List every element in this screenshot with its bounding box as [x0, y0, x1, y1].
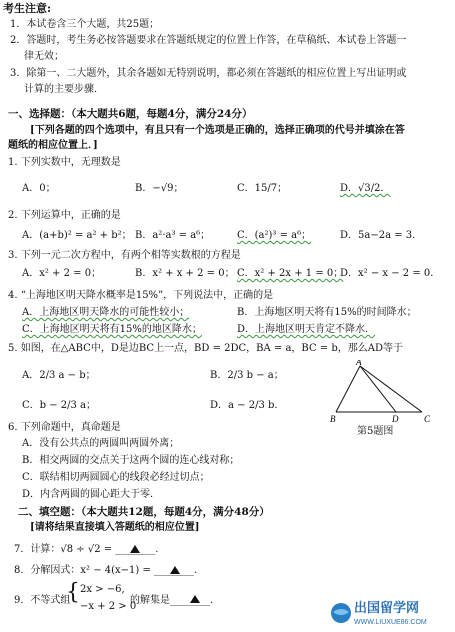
q2-stem: 2. 下列运算中，正确的是: [8, 210, 121, 221]
q5-triangle-figure: [330, 360, 450, 430]
watermark-text: 出国留学网: [354, 600, 420, 615]
notes-title: 考生注意:: [3, 2, 52, 15]
q3-option-a: A．x² + 2 = 0；: [22, 268, 102, 279]
note-item-3-cont: 计算的主要步骤．: [24, 84, 104, 95]
globe-icon: [330, 602, 352, 624]
answer-triangle-icon: [190, 595, 200, 603]
answer-triangle-icon: [170, 566, 180, 574]
q1-option-d: D．√3/2．: [340, 183, 391, 194]
q2-option-d: D．5a−2a = 3．: [340, 230, 423, 241]
q9-line2: −x + 2 > 0: [80, 601, 137, 612]
q9-line1: 2x > −6,: [80, 584, 125, 595]
q9-prefix: 9．不等式组: [14, 595, 71, 606]
q2-option-c: C．(a²)³ = a⁶；: [237, 230, 312, 241]
q6-option-a: A．没有公共点的两圆叫两圆外离；: [22, 438, 180, 449]
note-item-2-cont: 律无效；: [24, 51, 64, 62]
q6-option-c: C．联结相切两圆圆心的线段必经过切点；: [22, 472, 210, 483]
q6-option-b: B．相交两圆的交点关于这两个圆的连心线对称；: [22, 455, 240, 466]
section1-heading: 一、选择题：（本大题共6题，每题4分，满分24分）: [8, 108, 253, 120]
q7-text: 7．计算：√8 ÷ √2 = ________.: [14, 544, 159, 555]
q9-suffix: 的解集是________.: [130, 595, 214, 606]
answer-triangle-icon: [130, 545, 140, 553]
watermark-logo: [330, 600, 450, 630]
q5-stem: 5. 如图，在△ABC中，D是边BC上一点，BD = 2DC，BA = a，BC = b，那么AD等于: [8, 343, 403, 354]
q8-text: 8．分解因式：x² − 4(x−1) = ________.: [14, 565, 198, 576]
q5-option-c: C．b − 2/3 a；: [22, 400, 97, 411]
section1-instruction-cont: 题纸的相应位置上．]: [8, 140, 98, 151]
q4-option-c: C．上海地区明天将有15%的地区降水；: [22, 324, 202, 335]
note-item-3: 3．除第一、二大题外，其余各题如无特别说明，都必须在答题纸的相应位置上写出证明或: [10, 68, 407, 79]
note-item-2: 2．答题时，考生务必按答题要求在答题纸规定的位置上作答，在草稿纸、本试卷上答题一: [10, 35, 407, 46]
watermark-url: WWW.LIUXUE86.COM: [354, 619, 427, 626]
section2-heading: 二、填空题：（本大题共12题，每题4分，满分48分）: [18, 506, 270, 518]
section1-instruction: [下列各题的四个选项中，有且只有一个选项是正确的，选择正确项的代号并填涂在答: [30, 125, 405, 136]
q2-option-b: B．a²·a³ = a⁶；: [135, 230, 211, 241]
q3-option-d: D．x² − x − 2 = 0．: [340, 268, 441, 279]
q2-option-a: A．(a+b)² = a² + b²；: [22, 230, 132, 241]
q1-stem: 1. 下列实数中，无理数是: [8, 157, 121, 168]
fig-label-b: B: [330, 414, 336, 424]
q1-option-c: C．15/7；: [237, 183, 288, 194]
q6-option-d: D．内含两圆的圆心距大于零．: [22, 489, 161, 500]
q3-stem: 3. 下列一元二次方程中，有两个相等实数根的方程是: [8, 250, 241, 261]
q4-option-d: D．上海地区明天肯定不降水．: [237, 324, 376, 335]
q5-option-a: A．2/3 a − b；: [22, 370, 96, 381]
q4-option-a: A．上海地区明天降水的可能性较小；: [22, 307, 190, 318]
fig-label-a: A: [356, 360, 362, 367]
q6-stem: 6. 下列命题中，真命题是: [8, 422, 121, 433]
q1-option-a: A．0；: [22, 183, 56, 194]
fig-label-c: C: [424, 414, 431, 424]
q4-option-b: B．上海地区明天将有15%的时间降水；: [237, 307, 417, 318]
section2-instruction: [请将结果直接填入答题纸的相应位置]: [30, 522, 200, 533]
q5-option-b: B．2/3 b − a；: [210, 370, 284, 381]
note-item-1: 1．本试卷含三个大题，共25题；: [10, 19, 160, 30]
q3-option-c: C．x² + 2x + 1 = 0；: [237, 268, 344, 279]
fig-label-d: D: [392, 414, 399, 424]
q5-figure-caption: 第5题图: [357, 426, 394, 437]
q4-stem: 4. “上海地区明天降水概率是15%”，下列说法中，正确的是: [8, 290, 274, 301]
q1-option-b: B．−√9；: [135, 183, 184, 194]
q9-brace: {: [66, 580, 80, 605]
q3-option-b: B．x² + x + 2 = 0；: [135, 268, 235, 279]
q5-option-d: D．a − 2/3 b．: [210, 400, 285, 411]
